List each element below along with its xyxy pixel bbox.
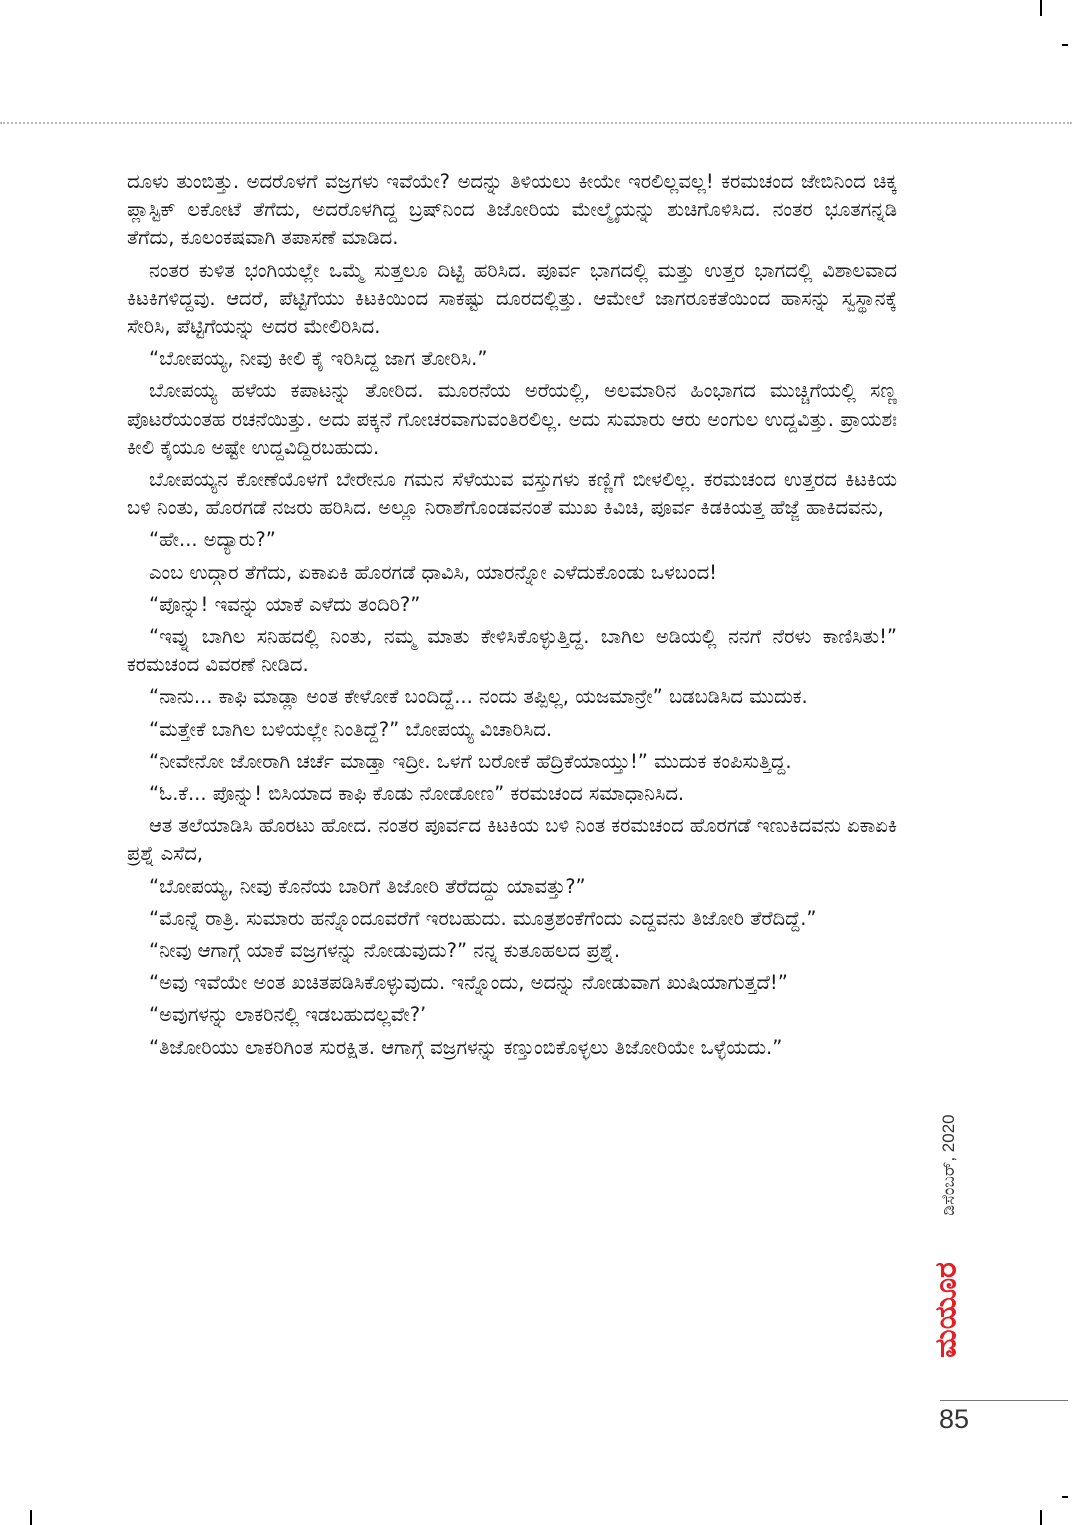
paragraph: “ಓ.ಕೆ... ಪೊನ್ನು! ಬಿಸಿಯಾದ ಕಾಫಿ ಕೊಡು ನೋಡೋಣ” ಕರಮಚಂದ ಸಮಾಧಾನಿಸಿದ. [149,782,685,806]
paragraph: “ಪೊನ್ನು! ಇವನ್ನು ಯಾಕೆ ಎಳೆದು ತಂದಿರಿ?” [149,592,421,616]
paragraph: “ಹೇ... ಅದ್ಯಾರು?” [149,528,276,552]
crop-mark-bottom-left [30,1510,32,1525]
paragraph: ಎಂಬ ಉದ್ಗಾರ ತೆಗೆದು, ಏಕಾಏಕಿ ಹೊರಗಡೆ ಧಾವಿಸಿ, ಯಾರನ್ನೋ ಎಳೆದುಕೊಂಡು ಒಳಬಂದ! [149,560,717,584]
paragraph: “ಅವುಗಳನ್ನು ಲಾಕರಿನಲ್ಲಿ ಇಡಬಹುದಲ್ಲವೇ?’ [149,1003,427,1027]
paragraph: “ಇವ್ನು ಬಾಗಿಲ ಸನಿಹದಲ್ಲಿ ನಿಂತು, ನಮ್ಮ ಮಾತು ಕೇಳಿಸಿಕೊಳ್ಳುತ್ತಿದ್ದ. ಬಾಗಿಲ ಅಡಿಯಲ್ಲಿ ನನಗೆ ನೆರಳು ಕಾಣಿಸಿತು!” ಕರಮಚಂದ ವಿವರಣೆ ನೀಡಿದ. [127,625,897,677]
paragraph: “ನೀವೇನೋ ಜೋರಾಗಿ ಚರ್ಚೆ ಮಾಡ್ತಾ ಇದ್ರೀ. ಒಳಗೆ ಬರೋಕೆ ಹೆದ್ರಿಕೆಯಾಯ್ತು!” ಮುದುಕ ಕಂಪಿಸುತ್ತಿದ್ದ. [149,749,792,773]
magazine-name: ಮಯೂರ [928,1262,964,1358]
crop-mark-top-right-tick [1062,44,1068,46]
header-dotted-rule [0,122,1072,124]
magazine-logo [917,1240,977,1380]
page-number: 85 [939,1404,970,1434]
paragraph: “ಅವು ಇವೆಯೇ ಅಂತ ಖಚಿತಪಡಿಸಿಕೊಳ್ಳುವುದು. ಇನ್ನೊಂದು, ಅದನ್ನು ನೋಡುವಾಗ ಖುಷಿಯಾಗುತ್ತದೆ!” [149,971,788,995]
paragraph: ದೂಳು ತುಂಬಿತ್ತು. ಅದರೊಳಗೆ ವಜ್ರಗಳು ಇವೆಯೇ? ಅದನ್ನು ತಿಳಿಯಲು ಕೀಯೇ ಇರಲಿಲ್ಲವಲ್ಲ! ಕರಮಚಂದ ಜೇಬಿನಿಂದ ಚಿಕ್ಕ ಪ್ಲಾಸ್ಟಿಕ್ ಲಕೋಟೆ ತೆಗೆದು, ಅದರೊಳಗಿದ್ದ ಬ್ರಷ್‌ನಿಂದ ತಿಜೋರಿಯ ಮೇಲ್ಮೈಯನ್ನು ಶುಚಿಗೊಳಿಸಿದ. ನಂತರ ಭೂತಗನ್ನಡಿ ತೆಗೆದು, ಕೂಲಂಕಷವಾಗಿ ತಪಾಸಣೆ ಮಾಡಿದ. [127,170,897,250]
footer-rule [940,1400,1068,1401]
issue-date: ಡಿಸೆಂಬರ್, 2020 [939,1114,958,1216]
crop-mark-bottom-right [1040,1510,1042,1525]
paragraph: ಬೋಪಯ್ಯನ ಕೋಣೆಯೊಳಗೆ ಬೇರೇನೂ ಗಮನ ಸೆಳೆಯುವ ವಸ್ತುಗಳು ಕಣ್ಣಿಗೆ ಬೀಳಲಿಲ್ಲ. ಕರಮಚಂದ ಉತ್ತರದ ಕಿಟಕಿಯ ಬಳಿ ನಿಂತು, ಹೊರಗಡೆ ನಜರು ಹರಿಸಿದ. ಅಲ್ಲೂ ನಿರಾಶೆಗೊಂಡವನಂತೆ ಮುಖ ಕಿವಿಚಿ, ಪೂರ್ವ ಕಿಡಕಿಯತ್ತ ಹೆಜ್ಜೆ ಹಾಕಿದವನು, [127,468,897,520]
paragraph: “ಬೋಪಯ್ಯ, ನೀವು ಕೀಲಿ ಕೈ ಇರಿಸಿದ್ದ ಜಾಗ ತೋರಿಸಿ.” [149,347,488,371]
paragraph: “ತಿಜೋರಿಯು ಲಾಕರಿಗಿಂತ ಸುರಕ್ಷಿತ. ಆಗಾಗ್ಗೆ ವಜ್ರಗಳನ್ನು ಕಣ್ತುಂಬಿಕೊಳ್ಳಲು ತಿಜೋರಿಯೇ ಒಳ್ಳೆಯದು.” [149,1035,783,1059]
paragraph: ನಂತರ ಕುಳಿತ ಭಂಗಿಯಲ್ಲೇ ಒಮ್ಮೆ ಸುತ್ತಲೂ ದಿಟ್ಟಿ ಹರಿಸಿದ. ಪೂರ್ವ ಭಾಗದಲ್ಲಿ ಮತ್ತು ಉತ್ತರ ಭಾಗದಲ್ಲಿ ವಿಶಾಲವಾದ ಕಿಟಕಿಗಳಿದ್ದವು. ಆದರೆ, ಪೆಟ್ಟಿಗೆಯು ಕಿಟಕಿಯಿಂದ ಸಾಕಷ್ಟು ದೂರದಲ್ಲಿತ್ತು. ಆಮೇಲೆ ಜಾಗರೂಕತೆಯಿಂದ ಹಾಸನ್ನು ಸ್ವಸ್ಥಾನಕ್ಕೆ ಸೇರಿಸಿ, ಪೆಟ್ಟಿಗೆಯನ್ನು ಅದರ ಮೇಲಿರಿಸಿದ. [127,258,897,339]
crop-mark-top-right [1040,0,1042,16]
crop-mark-bottom-right-tick [1062,1496,1068,1498]
paragraph: “ಮತ್ತೇಕೆ ಬಾಗಿಲ ಬಳಿಯಲ್ಲೇ ನಿಂತಿದ್ದೆ?” ಬೋಪಯ್ಯ ವಿಚಾರಿಸಿದ. [149,717,553,741]
paragraph: “ನೀವು ಆಗಾಗ್ಗೆ ಯಾಕೆ ವಜ್ರಗಳನ್ನು ನೋಡುವುದು?” ನನ್ನ ಕುತೂಹಲದ ಪ್ರಶ್ನೆ. [149,939,621,963]
paragraph: “ಬೋಪಯ್ಯ, ನೀವು ಕೊನೆಯ ಬಾರಿಗೆ ತಿಜೋರಿ ತೆರೆದದ್ದು ಯಾವತ್ತು?” [149,874,586,898]
article-body [127,168,897,1066]
paragraph: ಬೋಪಯ್ಯ ಹಳೆಯ ಕಪಾಟನ್ನು ತೋರಿದ. ಮೂರನೆಯ ಅರೆಯಲ್ಲಿ, ಅಲಮಾರಿನ ಹಿಂಭಾಗದ ಮುಚ್ಚಿಗೆಯಲ್ಲಿ ಸಣ್ಣ ಪೊಟರೆಯಂತಹ ರಚನೆಯಿತ್ತು. ಅದು ಪಕ್ಕನೆ ಗೋಚರವಾಗುವಂತಿರಲಿಲ್ಲ. ಅದು ಸುಮಾರು ಆರು ಅಂಗುಲ ಉದ್ದವಿತ್ತು. ಪ್ರಾಯಶಃ ಕೀಲಿ ಕೈಯೂ ಅಷ್ಟೇ ಉದ್ದವಿದ್ದಿರಬಹುದು. [127,379,897,459]
paragraph: ಆತ ತಲೆಯಾಡಿಸಿ ಹೊರಟು ಹೋದ. ನಂತರ ಪೂರ್ವದ ಕಿಟಕಿಯ ಬಳಿ ನಿಂತ ಕರಮಚಂದ ಹೊರಗಡೆ ಇಣುಕಿದವನು ಏಕಾಏಕಿ ಪ್ರಶ್ನೆ ಎಸೆದ, [127,814,897,866]
paragraph: “ನಾನು... ಕಾಫಿ ಮಾಡ್ಲಾ ಅಂತ ಕೇಳೋಕೆ ಬಂದಿದ್ದೆ... ನಂದು ತಪ್ಪಿಲ್ಲ, ಯಜಮಾನ್ರೇ” ಬಡಬಡಿಸಿದ ಮುದುಕ. [149,685,808,709]
paragraph: “ಮೊನ್ನೆ ರಾತ್ರಿ. ಸುಮಾರು ಹನ್ನೊಂದೂವರೆಗೆ ಇರಬಹುದು. ಮೂತ್ರಶಂಕೆಗೆಂದು ಎದ್ದವನು ತಿಜೋರಿ ತೆರೆದಿದ್ದೆ.” [149,906,817,930]
issue-date-block [917,1095,977,1235]
